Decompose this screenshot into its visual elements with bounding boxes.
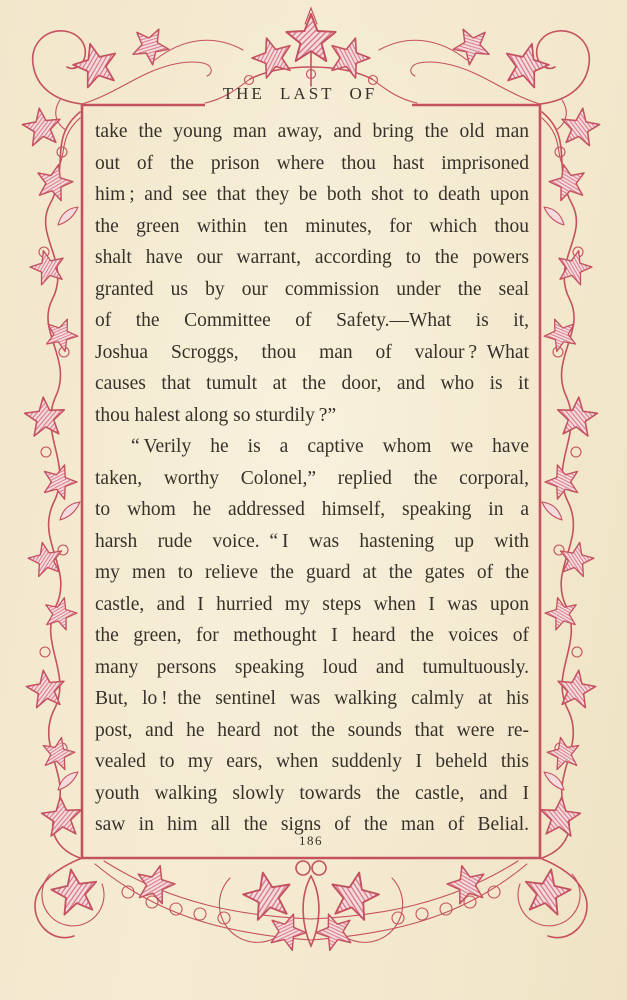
text-line: to whom he addressed himself, speaking in a: [95, 499, 529, 520]
star-ornament: [26, 539, 66, 578]
text-line: take the young man away, and bring the old man: [95, 121, 529, 142]
ivy-leaf-ornament: [60, 502, 80, 520]
star-ornament: [27, 246, 68, 286]
body-text: [95, 116, 529, 841]
star-ornament: [48, 865, 100, 916]
text-line: out of the prison where thou hast imprisoned: [95, 152, 529, 174]
text-line: the green within ten minutes, for which thou: [95, 215, 529, 237]
text-line: taken, worthy Colonel,” replied the corporal,: [95, 467, 529, 489]
star-ornament: [132, 861, 178, 906]
text-line: harsh rude voice. “ I was hastening up with: [95, 530, 529, 552]
text-line: the green, for methought I heard the voices of: [95, 625, 529, 646]
text-line: saw in him all the signs of the man of Belial.: [95, 814, 529, 835]
text-line: many persons speaking loud and tumultuously.: [95, 656, 529, 678]
text-line: him ; and see that they be both shot to death upon: [95, 184, 529, 205]
text-line: But, lo ! the sentinel was walking calmly at his: [95, 688, 529, 709]
text-line: “ Verily he is a captive whom we have: [131, 436, 529, 457]
text-line: of the Committee of Safety.—What is it,: [95, 310, 529, 331]
star-ornament: [248, 32, 298, 80]
page-number: 186: [299, 833, 323, 848]
text-line: vealed to my ears, when suddenly I beheld this: [95, 751, 529, 772]
star-ornament: [127, 21, 175, 68]
text-line: Joshua Scroggs, thou man of valour ? What: [95, 341, 529, 363]
text-line: castle, and I hurried my steps when I was upon: [95, 593, 529, 615]
star-ornament: [24, 668, 67, 709]
text-line: post, and he heard not the sounds that were re-: [95, 719, 529, 741]
text-line: causes that tumult at the door, and who is it: [95, 373, 529, 394]
text-line: my men to relieve the guard at the gates of the: [95, 562, 529, 583]
ivy-leaf-ornament: [58, 772, 78, 790]
text-line: youth walking slowly towards the castle, and I: [95, 782, 529, 804]
star-ornament: [40, 795, 83, 836]
text-line: thou halest along so sturdily ?”: [95, 404, 337, 426]
star-ornament: [41, 593, 80, 631]
star-ornament: [23, 395, 66, 436]
star-ornament: [69, 38, 122, 90]
ivy-leaf-ornament: [58, 207, 78, 225]
star-ornament: [39, 734, 77, 771]
text-line: granted us by our commission under the seal: [95, 278, 529, 300]
running-head: THE LAST OF: [222, 84, 378, 103]
star-ornament: [20, 106, 63, 147]
text-line: shalt have our warrant, according to the powers: [95, 247, 529, 268]
